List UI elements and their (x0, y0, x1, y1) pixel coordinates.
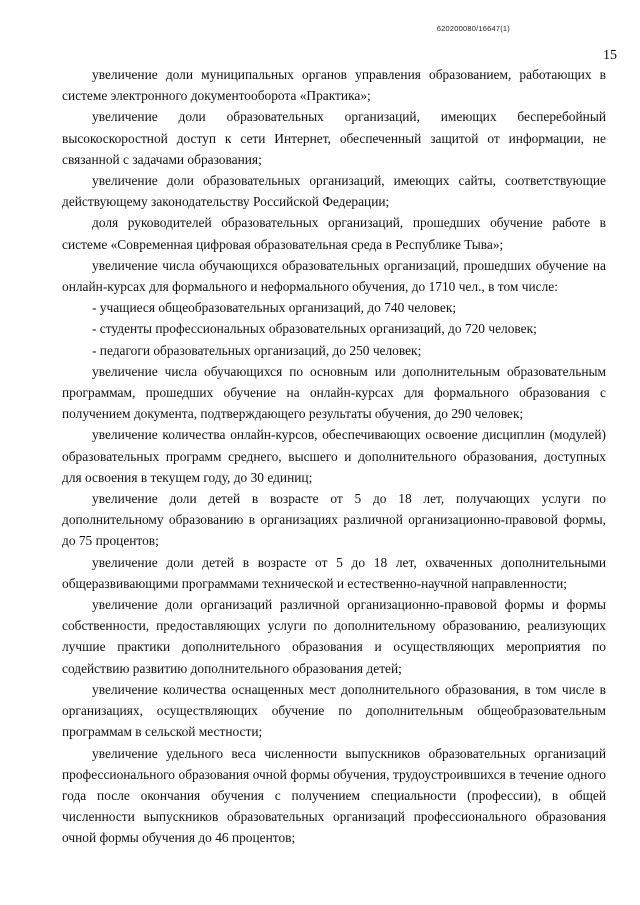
document-body (62, 64, 606, 849)
paragraph-websites: увеличение доли образовательных организаций, имеющих сайты, соответствующие действующему законодательству Российской Федерации; (62, 173, 606, 210)
paragraph-online-courses-students: увеличение числа обучающихся образовательных организаций, прошедших обучение на онлайн-курсах для формального и неформального обучения, до 1710 чел., в том числе: (62, 257, 606, 295)
paragraph-organizations-best-practices: увеличение доли организаций различной организационно-правовой формы и формы собственности, предоставляющих услуги по дополнительному образованию, реализующих лучшие практики дополнительного образования и осуществляющих мероприятия по содействию развитию дополнительного образования детей; (62, 597, 606, 676)
list-item-college-students: - студенты профессиональных образовательных организаций, до 720 человек; (92, 321, 537, 337)
paragraph-online-courses-count: увеличение количества онлайн-курсов, обеспечивающих освоение дисциплин (модулей) образовательных программ среднего, высшего и дополнительного образования, доступных для освоения в текущем году, до 30 единиц; (62, 427, 606, 485)
list-item-schoolchildren: - учащиеся общеобразовательных организаций, до 740 человек; (92, 300, 457, 316)
paragraph-formal-education-online: увеличение числа обучающихся по основным или дополнительным образовательным программам, прошедших обучение на онлайн-курсах для формального образования с получением документа, подтверждающего результаты обучения, до 290 человек; (62, 363, 606, 422)
page-number: 15 (603, 48, 617, 63)
paragraph-children-additional-education: увеличение доли детей в возрасте от 5 до 18 лет, получающих услуги по дополнительному образованию в организациях различной организационно-правовой формы, до 75 процентов; (62, 491, 606, 549)
document-registration-number: 620200080/16647(1) (436, 24, 510, 33)
paragraph-internet-access: увеличение доли образовательных организаций, имеющих бесперебойный высокоскоростной доступ к сети Интернет, обеспеченный защитой от информации, не связанной с задачами образования; (62, 109, 606, 167)
paragraph-children-technical-programs: увеличение доли детей в возрасте от 5 до 18 лет, охваченных дополнительными общеразвивающими программами технической и естественно-научной направленности; (62, 554, 606, 591)
paragraph-leaders-training: доля руководителей образовательных организаций, прошедших обучение работе в системе «Современная цифровая образовательная среда в Республике Тыва»; (62, 215, 606, 252)
paragraph-equipped-places: увеличение количества оснащенных мест дополнительного образования, в том числе в организациях, осуществляющих обучение по дополнительным общеобразовательным программам в сельской местности; (62, 681, 606, 740)
list-item-teachers: - педагоги образовательных организаций, до 250 человек; (92, 342, 422, 358)
paragraph-graduates-employment: увеличение удельного веса численности выпускников образовательных организаций профессионального образования очной формы обучения, трудоустроившихся в течение одного года после окончания обучения с получением специальности (профессии), в общей численности выпускников образовательных организаций профессионального образования очной формы обучения до 46 процентов; (62, 745, 606, 846)
paragraph-municipal-edo: увеличение доли муниципальных органов управления образованием, работающих в системе электронного документооборота «Практика»; (62, 67, 606, 104)
